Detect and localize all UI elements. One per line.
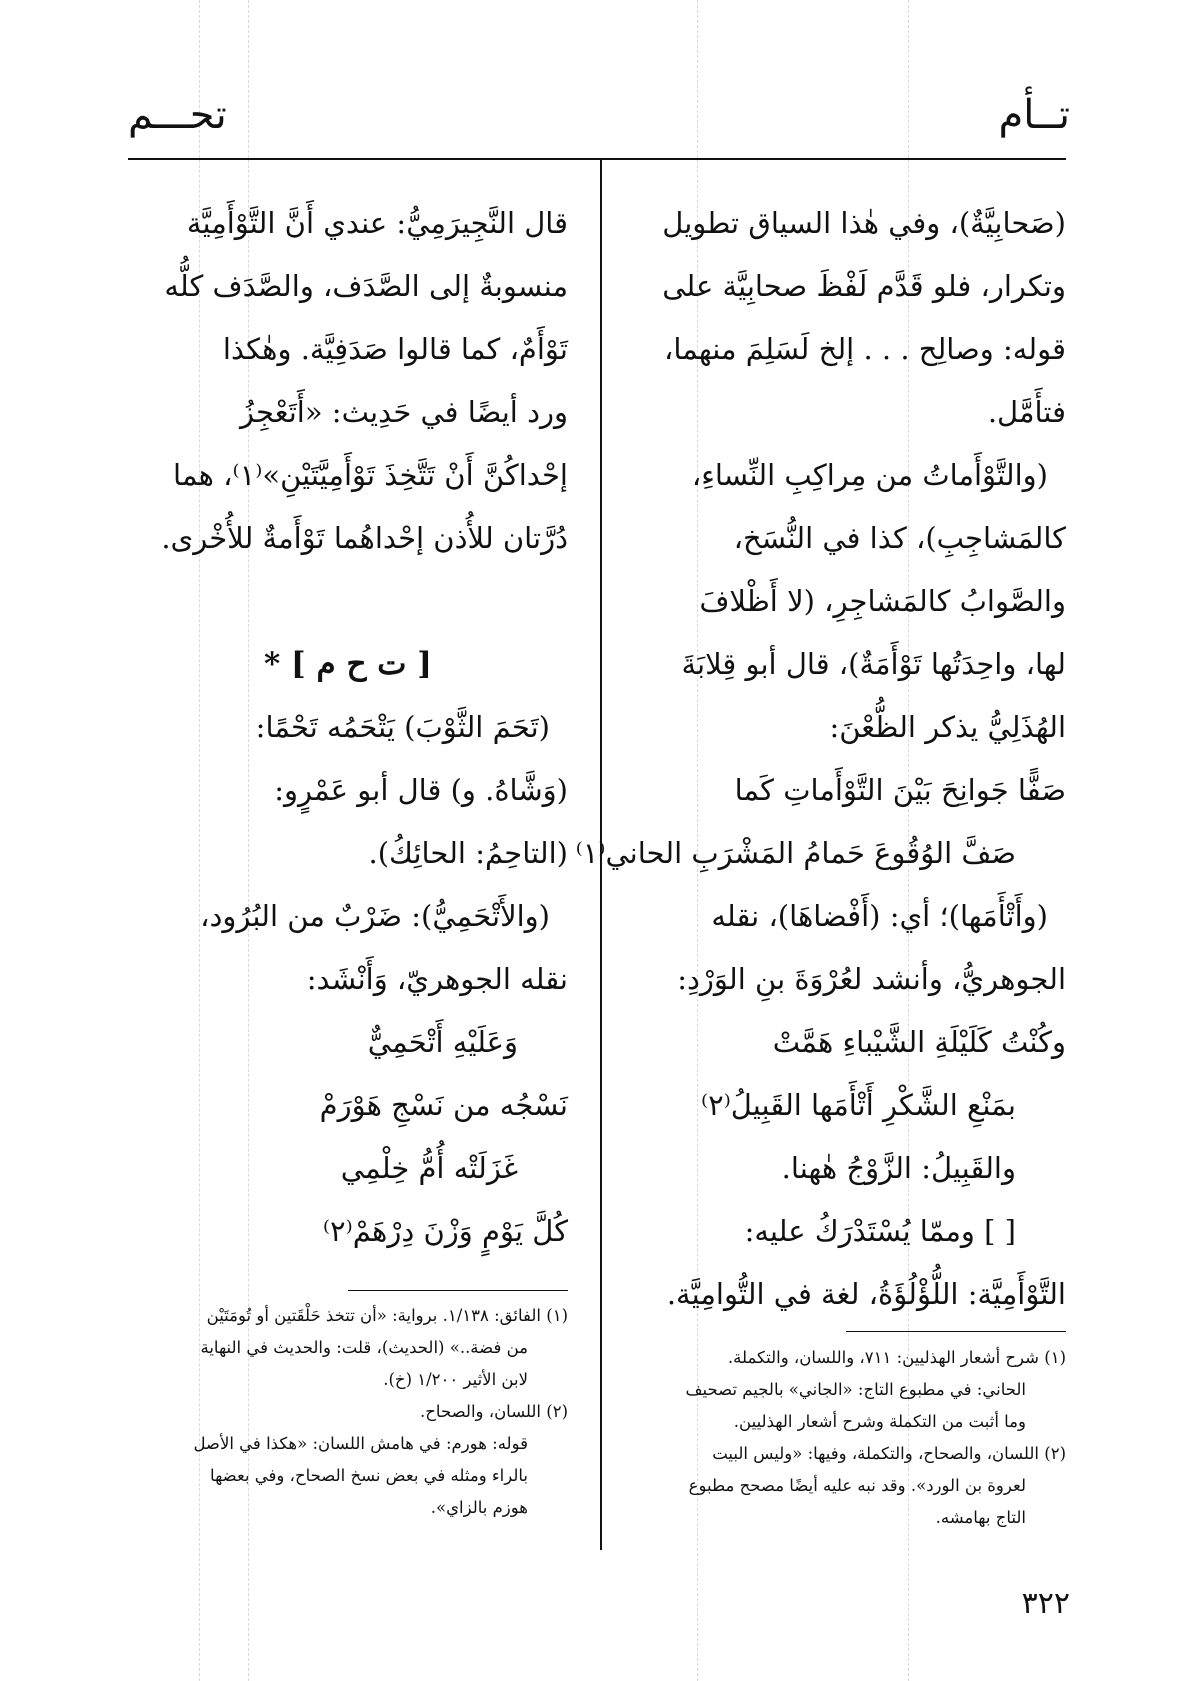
verse-line: كُلَّ يَوْمٍ وَزْنَ دِرْهَمْ⁽٢⁾ [322,1214,568,1248]
text-line: كالمَشاجِبِ)، كذا في النُّسَخ، [733,521,1066,555]
text-line: (وَشَّاهُ. و) قال أبو عَمْرٍو: [274,773,568,807]
verse-line: صَفًّا جَوانِحَ بَيْنَ التَّوْأَماتِ كَما [734,773,1066,807]
text-line: تَوْأَمٌ، كما قالوا صَدَفِيَّة. وهٰكذا [222,332,568,366]
text-line: (والأَتْحَمِيُّ): ضَرْبٌ من البُرُود، [200,899,550,933]
footnote-line: (١) الفائق: ١/١٣٨. برواية: «أن تتخذ حَلْقَتين أو تُومَتَيْن [206,1306,568,1325]
verse-line: وَعَلَيْهِ أَتْحَمِيٌّ [367,1025,518,1059]
verse-line: وكُنْتُ كَلَيْلَةِ الشَّيْباءِ هَمَّتْ [772,1025,1066,1059]
footnote-line: بالراء ومثله في بعض نسخ الصحاح، وفي بعضها [210,1466,528,1485]
header-right-title: تــأم [998,92,1070,138]
header-rule [128,158,1066,160]
verse-line: صَفَّ الوُقُوعَ حَمامُ المَشْرَبِ الحاني⁽١⁾ [575,836,1016,870]
page-number: ٣٢٢ [1021,1586,1070,1621]
text-line: لها، واحِدَتُها تَوْأَمَةٌ)، قال أبو قِلابَةَ [681,647,1066,681]
text-line: الهُذَلِيُّ يذكر الظُّعْنَ: [829,710,1066,744]
footnote-line: قوله: هورم: في هامش اللسان: «هكذا في الأصل [193,1434,528,1453]
text-line: نقله الجوهريّ، وَأَنْشَد: [306,962,568,996]
footnote-line: (١) شرح أشعار الهذليين: ٧١١، واللسان، والتكملة. [727,1348,1066,1367]
text-line: والصَّوابُ كالمَشاجِرِ، (لا أَظْلافَ [699,584,1066,618]
text-line: إحْداكُنَّ أَنْ تَتَّخِذَ تَوْأَمِيَّتَيْنِ»⁽١⁾، هما [173,458,568,492]
text-line: قال النَّجِيرَمِيُّ: عندي أَنَّ التَّوْأَمِيَّة [186,206,568,240]
verse-line: بمَنْعِ الشَّكْرِ أَتْأَمَها القَبِيلُ⁽٢⁾ [700,1088,1016,1122]
text-line: فتأَمَّل. [987,395,1066,429]
footnotes-left [128,1300,568,1524]
text-line: [ ] وممّا يُسْتَدْرَكُ عليه: [744,1214,1016,1248]
footnote-rule-left [348,1290,568,1291]
footnote-line: وما أثبت من التكملة وشرح أشعار الهذليين. [733,1412,1026,1431]
verse-line: نَسْجُه من نَسْجِ هَوْرَمْ [319,1088,568,1122]
footnotes-right [632,1342,1066,1534]
text-line: والقَبِيلُ: الزَّوْجُ هٰهنا. [781,1151,1016,1185]
footnote-line: لعروة بن الورد». وقد نبه عليه أيضًا مصحح مطبوع [688,1476,1026,1495]
text-line: دُرَّتان للأُذن إحْداهُما تَوْأَمةٌ للأُخْرى. [161,521,568,555]
left-column [128,192,568,1263]
footnote-line: هوزم بالزاي». [430,1498,528,1517]
text-line: (تَحَمَ الثَّوْبَ) يَتْحَمُه تَحْمًا: [255,710,550,744]
footnote-line: (٢) اللسان، والصحاح. [420,1402,568,1421]
text-line: (صَحابِيَّةٌ)، وفي هٰذا السياق تطويل [662,206,1066,240]
header-left-title: تحـــم [128,92,227,138]
right-column [575,192,1066,1326]
text-line: (وأَتْأَمَها)؛ أي: (أَفْضاهَا)، نقله [711,899,1048,933]
footnote-line: لابن الأثير ١/٢٠٠ (خ). [383,1370,528,1389]
text-line: منسوبةٌ إلى الصَّدَف، والصَّدَف كلُّه [164,269,568,303]
text-line: قوله: وصالِح . . . إلخ لَسَلِمَ منهما، [663,332,1066,366]
footnote-line: (٢) اللسان، والصحاح، والتكملة، وفيها: «وليس البيت [712,1444,1066,1463]
footnote-line: الحاني: في مطبوع التاج: «الجاني» بالجيم تصحيف [685,1380,1026,1399]
footnote-line: من فضة..» (الحديث)، قلت: والحديث في النهاية [200,1338,528,1357]
text-line: ورد أيضًا في حَدِيث: «أَتَعْجِزُ [240,395,568,429]
footnote-line: التاج بهامشه. [935,1508,1026,1527]
text-line: (التاحِمُ: الحائِكُ). [368,836,568,870]
verse-line: غَزَلَتْه أُمُّ خِلْمِي [340,1151,518,1185]
text-line: التَّوْأَمِيَّة: اللُّؤْلُؤَةُ، لغة في التُّوامِيَّة. [666,1277,1066,1311]
spacer-line [128,570,568,633]
text-line: الجوهريُّ، وأنشد لعُرْوَةَ بنِ الوَرْدِ: [677,962,1066,996]
entry-heading: [ ت ح م ] * [264,646,432,682]
footnote-rule-right [846,1331,1066,1332]
text-line: (والتَّوْأَماتُ من مِراكِبِ النِّساءِ، [691,458,1048,492]
text-line: وتكرار، فلو قَدَّم لَفْظَ صحابِيَّة على [662,269,1066,303]
